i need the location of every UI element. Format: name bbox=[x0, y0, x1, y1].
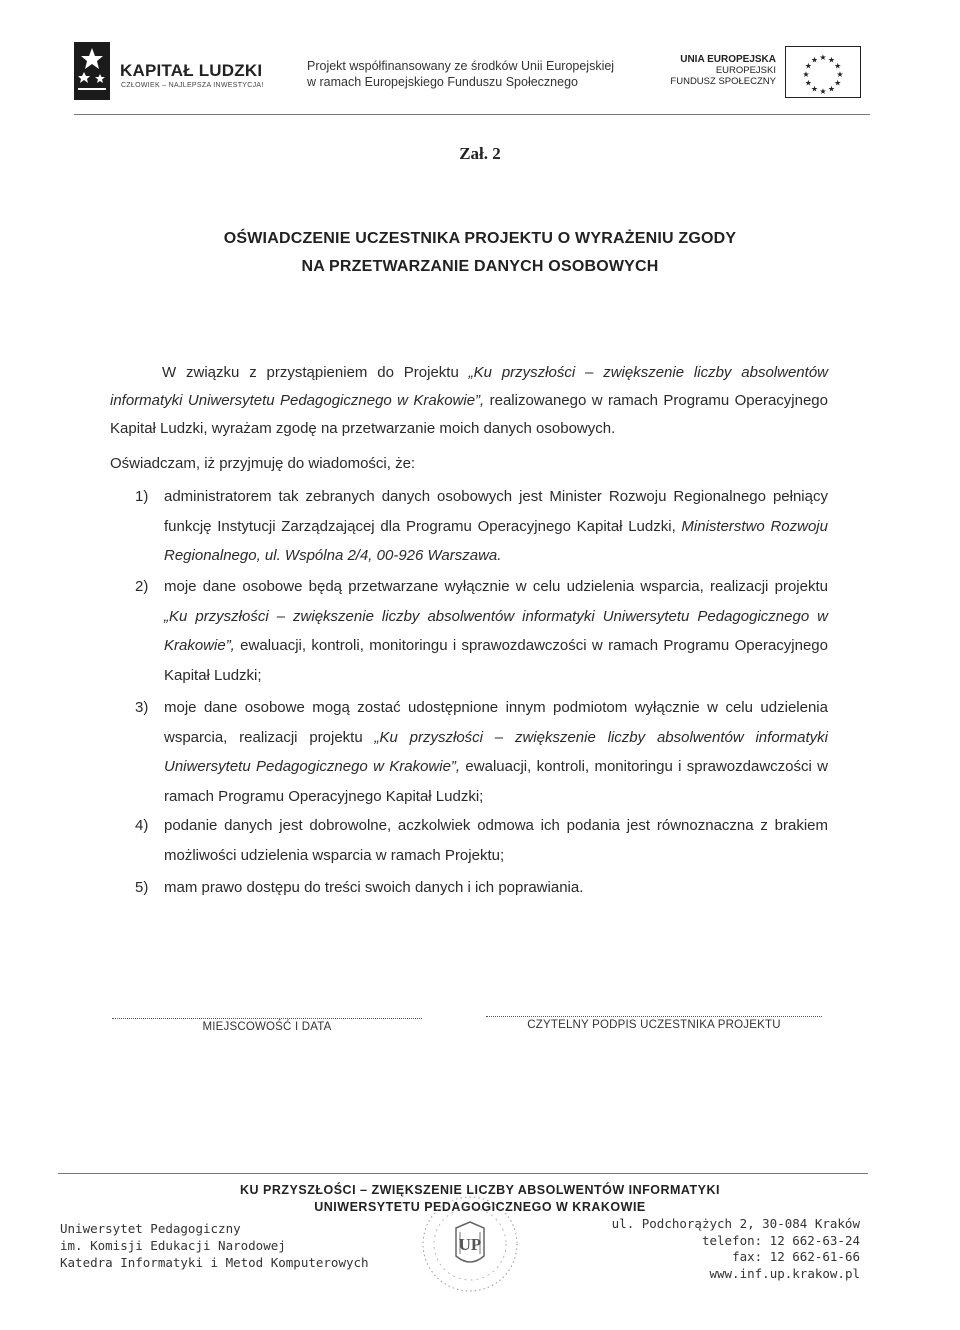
declaration-line: Oświadczam, iż przyjmuję do wiadomości, że: bbox=[110, 455, 416, 472]
footer-institution bbox=[60, 1220, 369, 1271]
svg-text:★: ★ bbox=[827, 84, 836, 94]
contact-phone: telefon: 12 662-63-24 bbox=[701, 1232, 860, 1248]
eu-line3: FUNDUSZ SPOŁECZNY bbox=[670, 76, 776, 87]
list-item-text-end: ewaluacji, kontroli, monitoringu i sprawozdawczości w ramach Programu Operacyjnego Kapitał Ludzki; bbox=[164, 637, 828, 684]
kapital-ludzki-title: KAPITAŁ LUDZKI bbox=[120, 61, 263, 80]
footer-contact bbox=[560, 1216, 860, 1282]
svg-text:★: ★ bbox=[802, 70, 810, 79]
contact-fax: fax: 12 662-61-66 bbox=[732, 1249, 860, 1264]
list-item-number: 1) bbox=[135, 488, 149, 505]
svg-text:★: ★ bbox=[834, 78, 842, 88]
intro-text-c: realizowanego w ramach Programu Operacyjnego Kapitał Ludzki, wyrażam zgodę na przetwarzanie moich danych osobowych. bbox=[110, 392, 828, 437]
list-item-text: administratorem tak zebranych danych osobowych jest Minister Rozwoju Regionalnego pełniący funkcję Instytucji Zarządzającej dla Programu Operacyjnego Kapitał Ludzki, bbox=[164, 488, 828, 535]
list-item-number: 4) bbox=[135, 817, 149, 834]
institution-line1: Uniwersytet Pedagogiczny bbox=[60, 1221, 241, 1236]
svg-text:★: ★ bbox=[819, 87, 827, 96]
list-item-number: 5) bbox=[135, 879, 149, 896]
eu-fund-label bbox=[640, 54, 776, 87]
svg-text:★: ★ bbox=[819, 53, 827, 62]
eu-line2: EUROPEJSKI bbox=[715, 65, 776, 76]
footer-project-title-line1: KU PRZYSZŁOŚCI – ZWIĘKSZENIE LICZBY ABSOLWENTÓW INFORMATYKI bbox=[240, 1183, 720, 1197]
contact-website: www.inf.up.krakow.pl bbox=[709, 1265, 860, 1281]
place-date-label: MIEJSCOWOŚĆ I DATA bbox=[202, 1021, 332, 1033]
project-cofinancing-note bbox=[307, 58, 614, 90]
signature-label: CZYTELNY PODPIS UCZESTNIKA PROJEKTU bbox=[527, 1019, 781, 1031]
document-title-line2: NA PRZETWARZANIE DANYCH OSOBOWYCH bbox=[301, 258, 659, 275]
attachment-number: Zał. 2 bbox=[459, 144, 501, 163]
header-divider bbox=[74, 114, 870, 115]
svg-text:★: ★ bbox=[836, 70, 844, 79]
list-item-text-end: ewaluacji, kontroli, monitoringu i sprawozdawczości w ramach Programu Operacyjnego Kapitał Ludzki; bbox=[164, 758, 828, 805]
intro-project-name: „Ku przyszłości – zwiększenie liczby absolwentów informatyki Uniwersytetu Pedagogicznego w Krakowie”, bbox=[110, 364, 828, 409]
list-item-italic: Ministerstwo Rozwoju Regionalnego, ul. Wspólna 2/4, 00-926 Warszawa. bbox=[164, 517, 828, 564]
list-item-text: podanie danych jest dobrowolne, aczkolwiek odmowa ich podania jest równoznaczna z brakiem możliwości udzielenia wsparcia w ramach Projektu; bbox=[164, 817, 828, 864]
place-date-line bbox=[112, 1018, 422, 1019]
footer-divider bbox=[58, 1173, 868, 1174]
university-seal-icon bbox=[418, 1192, 522, 1296]
list-item-italic: „Ku przyszłości – zwiększenie liczby absolwentów informatyki Uniwersytetu Pedagogicznego w Krakowie”, bbox=[164, 607, 828, 654]
signature-line bbox=[486, 1016, 822, 1017]
intro-paragraph bbox=[110, 359, 828, 443]
seal-letters: UP bbox=[458, 1235, 482, 1254]
document-title-line1: OŚWIADCZENIE UCZESTNIKA PROJEKTU O WYRAŻENIU ZGODY bbox=[223, 230, 737, 247]
list-item-text: moje dane osobowe mogą zostać udostępnione innym podmiotom wyłącznie w celu udzielenia wsparcia, realizacji projektu bbox=[164, 699, 828, 746]
eu-flag-icon bbox=[785, 46, 861, 98]
project-note-line2: w ramach Europejskiego Funduszu Społecznego bbox=[307, 75, 578, 89]
svg-text:★: ★ bbox=[827, 55, 836, 65]
list-item-number: 3) bbox=[135, 699, 149, 716]
svg-text:★: ★ bbox=[804, 61, 812, 71]
project-note-line1: Projekt współfinansowany ze środków Unii Europejskiej bbox=[307, 59, 615, 73]
footer-project-title-line2: UNIWERSYTETU PEDAGOGICZNEGO W KRAKOWIE bbox=[314, 1200, 646, 1214]
institution-line2: im. Komisji Edukacji Narodowej bbox=[60, 1238, 286, 1253]
svg-text:★: ★ bbox=[834, 61, 842, 71]
list-item-text: moje dane osobowe będą przetwarzane wyłącznie w celu udzielenia wsparcia, realizacji projektu bbox=[164, 578, 828, 595]
intro-text-a: W związku z przystąpieniem do Projektu bbox=[162, 364, 469, 381]
institution-line3: Katedra Informatyki i Metod Komputerowych bbox=[60, 1255, 369, 1270]
contact-address: ul. Podchorążych 2, 30-084 Kraków bbox=[611, 1216, 860, 1231]
eu-line1: UNIA EUROPEJSKA bbox=[680, 54, 776, 65]
svg-text:★: ★ bbox=[810, 84, 819, 94]
kapital-ludzki-logo-icon bbox=[74, 42, 110, 100]
list-item-text: mam prawo dostępu do treści swoich danych i ich poprawiania. bbox=[164, 879, 584, 896]
list-item-number: 2) bbox=[135, 578, 149, 595]
kapital-ludzki-slogan: CZŁOWIEK – NAJLEPSZA INWESTYCJA! bbox=[121, 82, 264, 89]
list-item-italic: „Ku przyszłości – zwiększenie liczby absolwentów informatyki Uniwersytetu Pedagogicznego w Krakowie”, bbox=[164, 728, 828, 775]
svg-text:★: ★ bbox=[810, 55, 819, 65]
svg-text:★: ★ bbox=[804, 78, 812, 88]
